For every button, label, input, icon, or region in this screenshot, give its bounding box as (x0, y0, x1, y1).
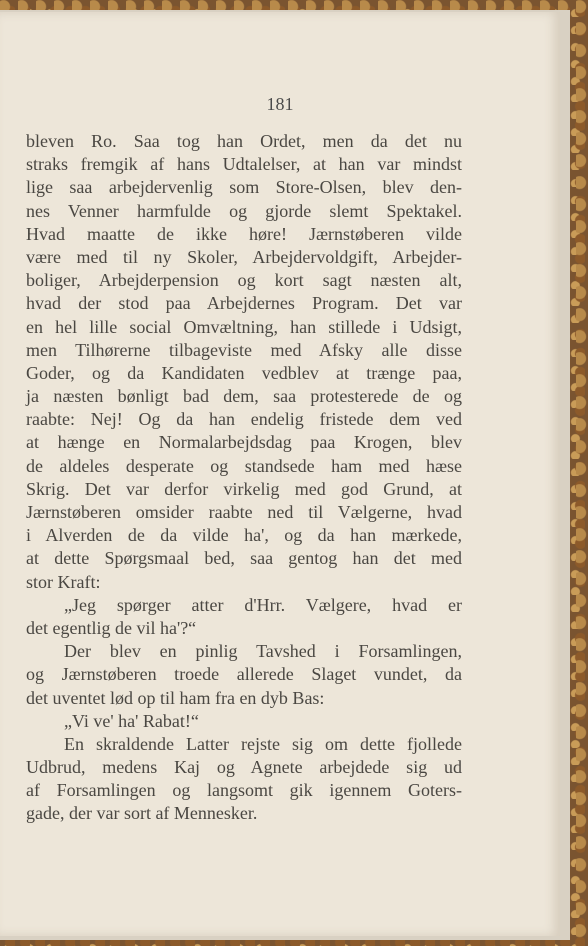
text-line: Jærnstøberen omsider raabte ned til Vælgerne, hvad (26, 502, 462, 522)
text-line: det egentlig de vil ha'?“ (26, 617, 197, 638)
text-line: men Tilhørerne tilbageviste med Afsky alle disse (26, 339, 462, 360)
text-line: af Forsamlingen og langsomt gik igennem Goters- (26, 780, 462, 801)
text-line: være med til ny Skoler, Arbejdervoldgift, Arbejder- (26, 246, 462, 267)
book-page (0, 12, 560, 936)
text-line: Der blev en pinlig Tavshed i Forsamlingen, (64, 641, 462, 662)
text-line: hvad der stod paa Arbejdernes Program. Det var (26, 293, 462, 314)
text-line: straks fremgik af hans Udtalelser, at han var mindst (26, 154, 462, 175)
text-line: en hel lille social Omvæltning, han stillede i Udsigt, (26, 316, 462, 337)
text-line: „Jeg spørger atter d'Hrr. Vælgere, hvad er (64, 594, 462, 615)
text-line: nes Venner harmfulde og gjorde slemt Spektakel. (26, 200, 462, 221)
text-line: bleven Ro. Saa tog han Ordet, men da det nu (26, 131, 462, 151)
text-line: og Jærnstøberen troede allerede Slaget vundet, da (26, 664, 462, 685)
text-line: raabte: Nej! Og da han endelig fristede dem ved (26, 409, 462, 430)
text-line: lige saa arbejdervenlig som Store-Olsen, blev den- (26, 177, 462, 198)
page-number: 181 (266, 94, 294, 114)
text-line: ja næsten bønligt bad dem, saa protesterede de og (26, 386, 462, 407)
text-line: boliger, Arbejderpension og kort sagt næsten alt, (26, 270, 462, 291)
text-line: at dette Spørgsmaal bed, saa gentog han det med (26, 548, 462, 569)
text-line: En skraldende Latter rejste sig om dette fjollede (64, 733, 462, 754)
text-line: i Alverden de da vilde ha', og da han mærkede, (26, 525, 462, 546)
text-line: „Vi ve' ha' Rabat!“ (64, 710, 199, 731)
text-line: Udbrud, medens Kaj og Agnete arbejdede sig ud (26, 757, 462, 778)
text-line: Goder, og da Kandidaten vedblev at trænge paa, (26, 362, 462, 383)
body-text (26, 130, 462, 826)
text-line: det uventet lød op til ham fra en dyb Bas: (26, 687, 325, 708)
text-line: de aldeles desperate og standsede ham med hæse (26, 455, 462, 476)
text-line: Skrig. Det var derfor virkelig med god Grund, at (26, 478, 462, 499)
text-line: at hænge en Normalarbejdsdag paa Krogen, blev (26, 432, 462, 453)
text-line: gade, der var sort af Mennesker. (26, 803, 258, 824)
text-line: stor Kraft: (26, 571, 101, 592)
text-line: Hvad maatte de ikke høre! Jærnstøberen vilde (26, 223, 462, 244)
